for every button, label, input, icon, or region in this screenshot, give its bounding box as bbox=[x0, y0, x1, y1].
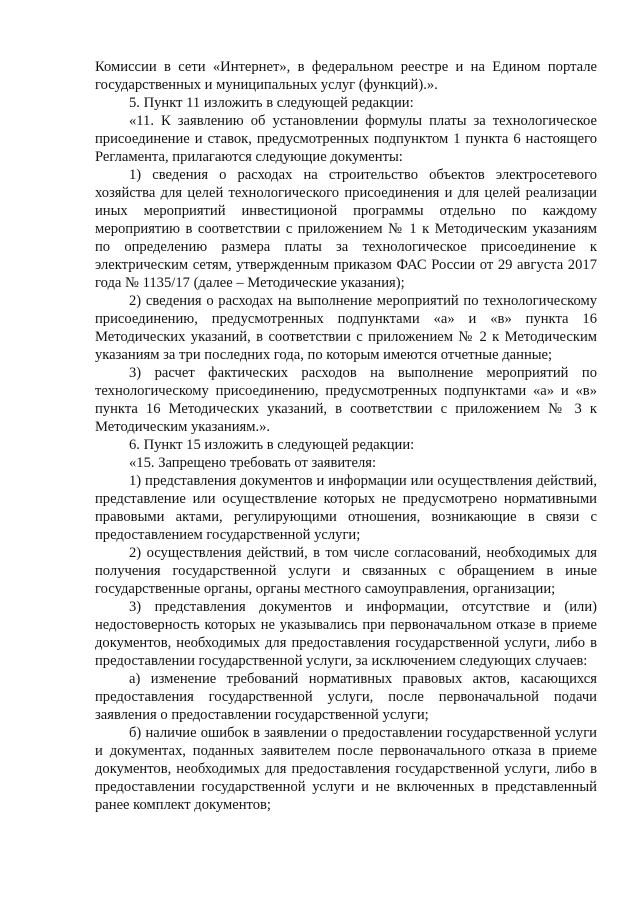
paragraph-clause-15-sub-3b: б) наличие ошибок в заявлении о предоставлении государственной услуги и документах, поданных заявителем после первоначального отказа в приеме документов, необходимых для предоставления государственной услуги, либо в предоставлении государственной услуги и не включенных в представленный ранее комплект документов; bbox=[95, 725, 597, 813]
paragraph-clause-11-sub-2: 2) сведения о расходах на выполнение мероприятий по технологическому присоединению, предусмотренных подпунктами «а» и «в» пункта 16 Методических указаний, в соответствии с приложением № 2 к Методическим указаниям за три последних года, по которым имеются отчетные данные; bbox=[95, 293, 597, 363]
document-page bbox=[95, 58, 597, 814]
paragraph-clause-11-sub-3: 3) расчет фактических расходов на выполнение мероприятий по технологическому присоединению, предусмотренных подпунктами «а» и «в» пункта 16 Методических указаний, в соответствии с приложением № 3 к Методическим указаниям.». bbox=[95, 365, 597, 435]
paragraph-clause-15-sub-3: 3) представления документов и информации, отсутствие и (или) недостоверность которых не указывались при первоначальном отказе в приеме документов, необходимых для предоставления государственной услуги, либо в предоставлении государственной услуги, за исключением следующих случаев: bbox=[95, 599, 597, 669]
paragraph-clause-15-sub-2: 2) осуществления действий, в том числе согласований, необходимых для получения государственной услуги и связанных с обращением в иные государственные органы, органы местного самоуправления, организации; bbox=[95, 545, 597, 597]
paragraph-clause-11: «11. К заявлению об установлении формулы платы за технологическое присоединение и ставок, предусмотренных подпунктом 1 пункта 6 настоящего Регламента, прилагаются следующие документы: bbox=[95, 113, 597, 165]
paragraph-clause-15: «15. Запрещено требовать от заявителя: bbox=[129, 455, 377, 471]
paragraph-clause-15-sub-1: 1) представления документов и информации или осуществления действий, представление или осуществление которых не предусмотрено нормативными правовыми актами, регулирующими отношения, возникающие в связи с предоставлением государственной услуги; bbox=[95, 473, 597, 543]
paragraph-continuation: Комиссии в сети «Интернет», в федеральном реестре и на Едином портале государственных и муниципальных услуг (функций).». bbox=[95, 59, 597, 93]
paragraph-clause-11-sub-1: 1) сведения о расходах на строительство объектов электросетевого хозяйства для целей технологического присоединения и для целей реализации иных мероприятий инвестиционой программы отдельно по каждому мероприятию в соответствии с приложением № 1 к Методическим указаниям по определению размера платы за технологическое присоединение к электрическим сетям, утвержденным приказом ФАС России от 29 августа 2017 года № 1135/17 (далее – Методические указания); bbox=[95, 167, 597, 291]
paragraph-item-5: 5. Пункт 11 изложить в следующей редакции: bbox=[129, 95, 414, 111]
paragraph-item-6: 6. Пункт 15 изложить в следующей редакции: bbox=[129, 437, 415, 453]
paragraph-clause-15-sub-3a: а) изменение требований нормативных правовых актов, касающихся предоставления государственной услуги, после первоначальной подачи заявления о предоставлении государственной услуги; bbox=[95, 671, 597, 723]
